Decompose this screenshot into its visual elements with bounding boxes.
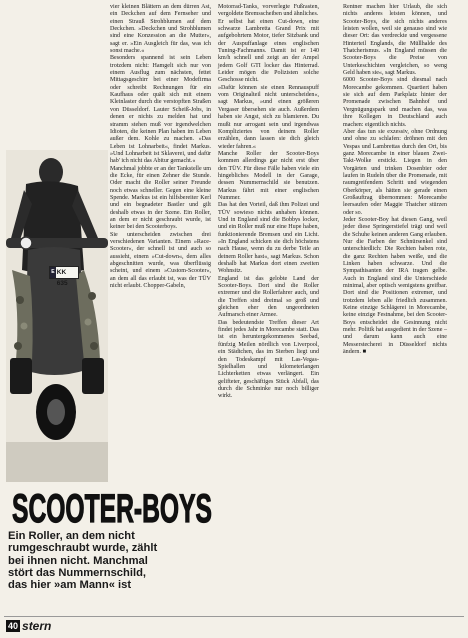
page-footer <box>6 619 51 633</box>
magazine-logo: stern <box>22 619 52 633</box>
article-column-3: Rentner machen hier Urlaub, die sich nichts anderes leisten können, und Scooter-Boys, die sich nichts anderes leisten wollen, weil sie genauso sind wie dieser Ort: das verdreckte und vergessene Hinterteil Englands, die Müllhalde des Thatcherismus. »In England müssen die Scooter-Boys die Preise von Unterkeschichten vergleichen, so weng Geld haben sie«, sagt Markus. 6000 Scooter-Boys sind diesmal nach Morecambe gekommen. Quartiert haben sie sich auf dem Parkplatz hinter der Promenade zwischen Bahnhof und Vergnügungspark und machen das, was ihre Kollegen in Deutschland auch machen: eigentlich nichts. Aber das tun sie exzessiv, ohne Ordnung und ohne zu schlafen: dröhnen mit den Vespas und Lambrettas durch den Ort, bis ganz Morecambe in einer blauen Zwei-Takt-Wolke erstickt. Liegen in den Vorgärten und trinken Dosenbier oder laufen in Rudeln über die Promenade, mit raumgreifendem Schritt und wiegenden Oberkörper, als hätten sie gerade einen Großauftrag übernommen: Morecambe leersaufen oder Maggie Thatcher stürzen oder so. Jeder Scooter-Boy hat diesen Gang, weil jeder diese Springerstiefel trägt und weil die Schuhe keinen anderen Gang erlauben. Nur die Farben der Schnürsenkel sind unterschiedlich: Die Rechten haben rote, die ganz Rechten haben weiße, und die Linken haben schwarze. Und die Sympathisanten der IRA tragen gelbe. Auch in England sind die Unterschiede minimal, aber optisch wenigstens greifbar. Dort sind die Positionen extremer, und trotzdem leben alle friedlich zusammen. Keine einzige Schlägerei in Morecambe, keine einzige Festnahme, bei den Scooter-Boys entscheidet die Gesinnung nicht mehr. Politik hat ausgedient in der Szene – und darum kann auch eine Messerstecherei in Düsseldorf nichts ändern. ■ <box>343 4 447 356</box>
footer-rule <box>4 616 464 617</box>
headline-lettering <box>8 487 216 531</box>
plate-number: KK 635 <box>56 269 68 287</box>
subheadline: Ein Roller, an dem nicht rumgeschraubt wurde, zählt bei ihnen nicht. Manchmal stört das Nummernschild, das hier »am Mann« ist <box>8 530 158 592</box>
headline <box>8 487 216 531</box>
article-column-1: vier kleinen Blättern an dem dürren Ast, ein Deckchen auf dem Fernseher und einen Strauß Strohblumen auf dem Deckchen. »Deckchen und Strohblumen sind eine Konzession an die Mutter«, sagt er. »Ein Ausgleich für das, was ich sonst mache.« Besonders spannend ist sein Leben trotzdem nicht: Hamgelt sich nur von einem Ausflug zum nächsten, fettet Mittagsgeschirr bei einer Modefirma oder schreibt Rechnungen für ein Kaufhaus oder quält sich mit einem Kleinlaster durch die verstopften Straßen von Düsseldorf. Lauter Scheiß-Jobs, in denen er nichts zu melden hat und stramm stehen muß vor irgendwelchen Idioten, die keinen Plan haben im Leben außer dem. Kohle zu machen. »Das Leben ist Lohnarbeit«, findet Markus. »Und Lohnarbeit ist Sklaverei, und dafür hab' ich nicht das Abitur gemacht.« Manchmal jobbte er an der Tankstelle um die Ecke, für einen Zehner die Stunde. Oder macht die Roller seiner Freunde noch etwas schneller. Gegen eine kleine Spende. Markus ist ein hilfsbereiter Kerl und ein begnadeter Bastler und gilt deshalb etwas in der Szene. Ein Roller, an dem er nicht geschraubt wurde, ist keiner bei den Scooterboys. Sie unterscheiden zwischen drei verschiedenen Varianten. Einem »Race-Scooter«, der schnell ist und auch so aussieht, einem »Cut-down«, dem alles abgeschnitten wurde, was überflüssig scheint, und einem »Custom-Scooter«, an dem all das erlaubt ist, was der TÜV nicht erlaubt. Chopper-Gabeln, <box>110 4 211 290</box>
article-column-2: Motorrad-Tanks, vorverlegte Fußrasten, vergoldete Bremsscheiben und ähnliches. Er selbst hat einen Cut-down, eine schwarze Lambretta Grand Prix mit aufgebohrtem Motor, tiefer Sitzbank und der Auspuffanlage eines englischen Tuning-Fachmanns. Damit ist er 140 km/h schnell und zeigt an der Ampel jedem Golf GTI locker das Hinterrad. Leider mögen die Polizisten solche Geschosse nicht. »Dafür können sie einen Rennauspuff vom Originalteil nicht unterscheiden«, sagt Markus, »und einen größeren Vergaser übersehen sie auch. Außerdem haben sie Angst, sich zu blamieren. Du mußt nur arrogant sein und irgendwas Kompliziertes von deinem Roller erzählen, dann lassen sie dich gleich wieder fahren.« Manche Roller der Scooter-Boys kommen allerdings gar nicht erst über den TÜV. Für diese Fälle haben viele ein hingebliches Modell in der Garage, dessen Nummernschild sie benutzen. Markus fährt mit einer englischen Nummer. Das hat den Vorteil, daß ihm Polizei und TÜV sowieso nichts anhaben können. Und in England sind die Bobbys locker, und ein Roller muß nur eine Hupe haben, funktionierende Bremsen und ein Licht. »In England schicken sie dich höchstens nach Hause, wenn du zu derbe Teile an deinem Roller hast«, sagt Markus. Schon deshalb hat Markus dort einen zweiten Wohnsitz. England ist das gelobte Land der Scooter-Boys. Dort sind die Roller extremer und die Rollerfahrer auch, und die Treffen sind dreimal so groß und gleichen eher den ungeordneten Aufmarsch einer Armee. Das bedeutendste Treffen dieser Art findet jedes Jahr in Morecambe statt. Das ist ein heruntergekommenes Seebad, fünfzig Meilen nördlich von Liverpool, ein Städtchen, das im Sterben liegt und den Todeskampf mit Las-Vegas-Spielhallen und kilometerlangen Lichterketten etwas verlängert. Ein gelifteter, geschäftiges Stück Abfall, das durch die Schminke nur noch billiger wirkt. <box>218 4 319 400</box>
scooter-illustration <box>6 150 108 482</box>
page-number: 40 <box>8 621 19 631</box>
license-plate <box>49 266 79 287</box>
scooter-rider-photo <box>6 150 108 482</box>
headline-text: SCOOTER-BOYS <box>12 487 212 531</box>
plate-prefix: E <box>50 267 56 278</box>
